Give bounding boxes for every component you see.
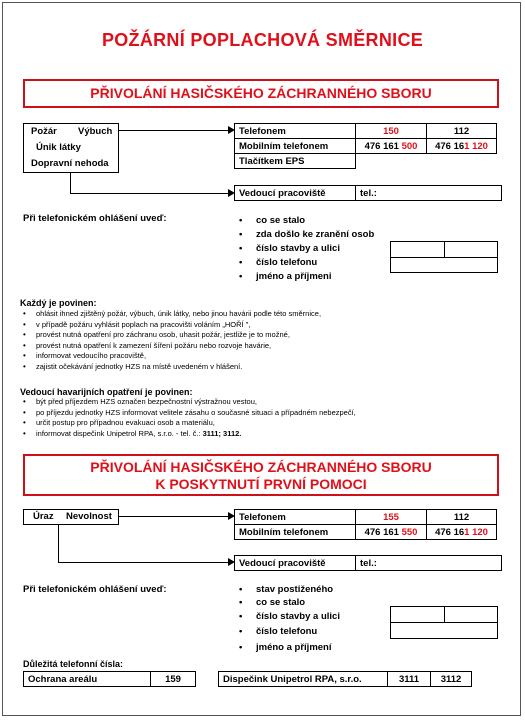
- mobile-number: [356, 139, 427, 154]
- connector-line: [58, 562, 230, 563]
- phone-table: [234, 123, 497, 169]
- divider: [390, 622, 498, 623]
- manager-duties-heading: Vedoucí havarijních opatření je povinen:: [20, 387, 193, 397]
- eps-label: Tlačítkem EPS: [235, 154, 356, 169]
- section2-heading: [23, 454, 499, 496]
- event-pozar: Požár: [31, 126, 57, 137]
- manager-tel: tel.:: [356, 556, 502, 571]
- phone-number: 155: [356, 510, 427, 525]
- report-heading: Při telefonickém ohlášení uveď:: [23, 584, 167, 595]
- list-item-text: informovat dispečink Unipetrol RPA, s.r.o. - tel. č.:: [36, 428, 203, 438]
- manager-table: [234, 185, 502, 201]
- phone-number: 3111: [388, 672, 431, 687]
- report-list-2: [238, 583, 340, 655]
- mobile-number-suffix: 1 120: [464, 526, 488, 538]
- mobile-number-prefix: 476 16: [435, 526, 465, 538]
- phone-label: Ochrana areálu: [24, 672, 151, 687]
- event-uraz: Úraz: [33, 511, 54, 522]
- mobile-number: [356, 525, 427, 540]
- mobile-number-prefix: 476 161: [364, 140, 402, 152]
- list-item: • číslo telefonu: [238, 256, 374, 270]
- manager-table-2: [234, 555, 502, 571]
- connector-line: [119, 130, 230, 131]
- list-item: • co se stalo: [238, 596, 340, 609]
- phone-label: Telefonem: [235, 124, 356, 139]
- mobile-label: Mobilním telefonem: [235, 525, 356, 540]
- phone-number: 112: [427, 510, 497, 525]
- list-item: • určit postup pro případnou evakuaci osob a materiálu,: [20, 418, 356, 429]
- list-item: [20, 429, 356, 440]
- list-item: • jméno a příjmeni: [238, 270, 374, 284]
- list-item: • zajistit očekávání jednotky HZS na místě uvedeném v hlášení.: [20, 362, 321, 373]
- phone-table-2: [234, 509, 497, 540]
- event-nehoda: Dopravní nehoda: [31, 158, 109, 169]
- list-item: • co se stalo: [238, 214, 374, 228]
- phone-number: 3112: [431, 672, 472, 687]
- list-item: • ohlásit ihned zjištěný požár, výbuch, únik látky, nebo jinou havárii podle této směrnice,: [20, 309, 321, 320]
- mobile-number-prefix: 476 16: [435, 140, 465, 152]
- mobile-number: [427, 525, 497, 540]
- mobile-number-suffix: 1 120: [464, 140, 488, 152]
- list-item: • provést nutná opatření k zamezení šíření požáru nebo rozvoje havárie,: [20, 341, 321, 352]
- mobile-number-suffix: 550: [401, 526, 418, 538]
- phone-label: Dispečink Unipetrol RPA, s.r.o.: [219, 672, 388, 687]
- section2-heading-line1: PŘIVOLÁNÍ HASIČSKÉHO ZÁCHRANNÉHO SBORU: [90, 459, 432, 475]
- page-title: POŽÁRNÍ POPLACHOVÁ SMĚRNICE: [101, 30, 424, 50]
- list-item: • být před příjezdem HZS označen bezpečnostní výstražnou vestou,: [20, 397, 356, 408]
- phone-number: 150: [356, 124, 427, 139]
- dispatch-numbers: 3111; 3112.: [202, 428, 242, 438]
- divider: [444, 606, 445, 622]
- manager-label: Vedoucí pracoviště: [235, 556, 356, 571]
- phone-label: Telefonem: [235, 510, 356, 525]
- list-item: • stav postiženého: [238, 583, 340, 596]
- phone-number: 159: [151, 672, 196, 687]
- connector-line: [119, 516, 230, 517]
- list-item: • číslo stavby a ulici: [238, 242, 374, 256]
- important-heading: Důležitá telefonní čísla:: [23, 659, 124, 669]
- mobile-number: [427, 139, 497, 154]
- manager-duties-list: [20, 397, 356, 439]
- report-heading: Při telefonickém ohlášení uveď:: [23, 213, 167, 224]
- connector-line: [70, 173, 71, 193]
- list-item: • provést nutná opatření pro záchranu osob, uhasit požár, jestliže je to možné,: [20, 330, 321, 341]
- section1-heading: [23, 79, 499, 108]
- event-nevolnost: Nevolnost: [66, 511, 112, 522]
- mobile-number-prefix: 476 161: [364, 526, 402, 538]
- event-vybuch: Výbuch: [78, 126, 113, 137]
- mobile-number-suffix: 500: [401, 140, 418, 152]
- list-item: • číslo telefonu: [238, 624, 340, 639]
- duties-list: [20, 309, 321, 372]
- manager-tel: tel.:: [356, 186, 502, 201]
- list-item: • po příjezdu jednotky HZS informovat velitele zásahu o současné situaci a případném nebezpečí,: [20, 408, 356, 419]
- section2-heading-line2: K POSKYTNUTÍ PRVNÍ POMOCI: [155, 476, 367, 492]
- connector-line: [58, 525, 59, 562]
- mobile-label: Mobilním telefonem: [235, 139, 356, 154]
- divider: [390, 257, 498, 258]
- report-list: [238, 214, 374, 284]
- divider: [444, 241, 445, 257]
- important-table-left: [23, 671, 196, 687]
- manager-label: Vedoucí pracoviště: [235, 186, 356, 201]
- duties-heading: Každý je povinen:: [20, 298, 97, 308]
- event-unik: Únik látky: [36, 142, 81, 153]
- list-item: • informovat vedoucího pracoviště,: [20, 351, 321, 362]
- section1-heading-text: PŘIVOLÁNÍ HASIČSKÉHO ZÁCHRANNÉHO SBORU: [90, 85, 432, 101]
- list-item: • v případě požáru vyhlásit poplach na pracovišti voláním „HOŘÍ ",: [20, 320, 321, 331]
- important-table-right: [218, 671, 472, 687]
- connector-line: [70, 193, 230, 194]
- list-item: • zda došlo ke zranění osob: [238, 228, 374, 242]
- list-item: • číslo stavby a ulici: [238, 609, 340, 624]
- list-item: • jméno a příjmení: [238, 639, 340, 655]
- phone-number: 112: [427, 124, 497, 139]
